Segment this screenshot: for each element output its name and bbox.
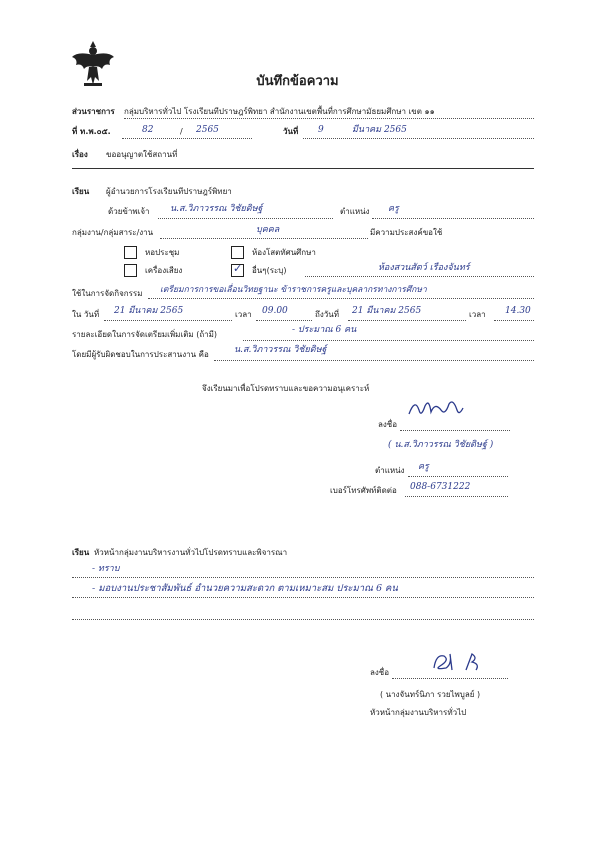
review-to-value: หัวหน้ากลุ่มงานบริหารงานทั่วไปโปรดทราบและพิจารณา: [94, 548, 288, 557]
group-label: กลุ่มงาน/กลุ่มสาระ/งาน: [72, 228, 154, 237]
ref-year: 2565: [196, 125, 219, 135]
checkbox-sound-label: เครื่องเสียง: [145, 266, 183, 275]
checkbox-av-room-label: ห้องโสตทัศนศึกษา: [252, 248, 316, 257]
date-label: วันที่: [283, 127, 299, 136]
agency-label: ส่วนราชการ: [72, 107, 115, 116]
checkbox-hall[interactable]: [124, 246, 137, 259]
responsible-value: น.ส.วิภาวรรณ วิชัยดิษฐ์: [234, 345, 327, 355]
date-day: 9: [318, 125, 324, 135]
end-time-label: เวลา: [469, 310, 486, 319]
extra-label: รายละเอียดในการจัดเตรียมเพิ่มเติม (ถ้ามี): [72, 330, 218, 339]
subject-label: เรื่อง: [72, 150, 88, 159]
request-to-label: เรียน: [72, 187, 90, 196]
checkbox-av-room[interactable]: [231, 246, 244, 259]
review-to-label: เรียน: [72, 548, 90, 557]
requester-sign-name: ( น.ส.วิภาวรรณ วิชัยดิษฐ์ ): [388, 440, 494, 450]
extra-value: - ประมาณ 6 คน: [292, 325, 357, 335]
date-month-year: มีนาคม 2565: [352, 125, 407, 135]
start-time-label: เวลา: [235, 310, 252, 319]
phone-label: เบอร์โทรศัพท์ติดต่อ: [330, 486, 397, 495]
ref-label: ที่ ท.พ.๐๕.: [72, 127, 111, 136]
position-value: ครู: [388, 204, 399, 214]
start-date: 21 มีนาคม 2565: [114, 306, 184, 316]
requester-label: ด้วยข้าพเจ้า: [108, 207, 150, 216]
to-date-label: ถึงวันที่: [315, 310, 339, 319]
head-sign-name: ( นางจันทร์นิภา รวยไพบูลย์ ): [380, 690, 481, 699]
purpose-label: มีความประสงค์ขอใช้: [370, 228, 443, 237]
activity-label: ใช้ในการจัดกิจกรรม: [72, 289, 143, 298]
review-note-2: - มอบงานประชาสัมพันธ์ อำนวยความสะดวก ตามเหมาะสม ประมาณ 6 คน: [92, 583, 398, 594]
requester-sign-position-label: ตำแหน่ง: [375, 466, 405, 475]
ref-number: 82: [142, 125, 154, 135]
start-time: 09.00: [262, 306, 288, 316]
subject-value: ขออนุญาตใช้สถานที่: [106, 150, 178, 159]
requester-signature: [405, 396, 465, 422]
request-to-value: ผู้อำนวยการโรงเรียนทีปราษฎร์พิทยา: [106, 187, 232, 196]
phone-value: 088-6731222: [410, 482, 471, 492]
checkbox-other-label: อื่นๆ(ระบุ): [252, 266, 287, 275]
requester-sign-position: ครู: [418, 462, 429, 472]
group-value: บุคคล: [256, 225, 280, 235]
activity-value: เตรียมการการขอเลื่อนวิทยฐานะ ข้าราชการครูและบุคลากรทางการศึกษา: [160, 285, 427, 295]
head-sign-label: ลงชื่อ: [370, 668, 390, 677]
on-date-label: ใน วันที่: [72, 310, 100, 319]
checkbox-hall-label: หอประชุม: [145, 248, 180, 257]
review-note-1: - ทราบ: [92, 564, 120, 574]
check-mark-icon: ✓: [233, 262, 243, 275]
head-sign-position: หัวหน้ากลุ่มงานบริหารทั่วไป: [370, 708, 467, 717]
requester-sign-label: ลงชื่อ: [378, 420, 398, 429]
other-value: ห้องสวนสัตว์ เรืองจันทร์: [378, 263, 470, 273]
checkbox-sound[interactable]: [124, 264, 137, 277]
requester-name: น.ส.วิภาวรรณ วิชัยดิษฐ์: [170, 204, 263, 214]
checkbox-other[interactable]: [231, 264, 244, 277]
page-title: บันทึกข้อความ: [256, 74, 339, 89]
end-date: 21 มีนาคม 2565: [352, 306, 422, 316]
head-signature: [428, 650, 488, 674]
agency-value: กลุ่มบริหารทั่วไป โรงเรียนทีปราษฎร์พิทยา สำนักงานเขตพื้นที่การศึกษามัธยมศึกษา เขต ๑๑: [124, 107, 435, 116]
position-label: ตำแหน่ง: [340, 207, 370, 216]
end-time: 14.30: [505, 306, 531, 316]
responsible-label: โดยมีผู้รับผิดชอบในการประสานงาน คือ: [72, 350, 209, 359]
closing-text: จึงเรียนมาเพื่อโปรดทราบและขอความอนุเคราะห์: [202, 384, 370, 393]
ref-slash: /: [180, 127, 183, 136]
